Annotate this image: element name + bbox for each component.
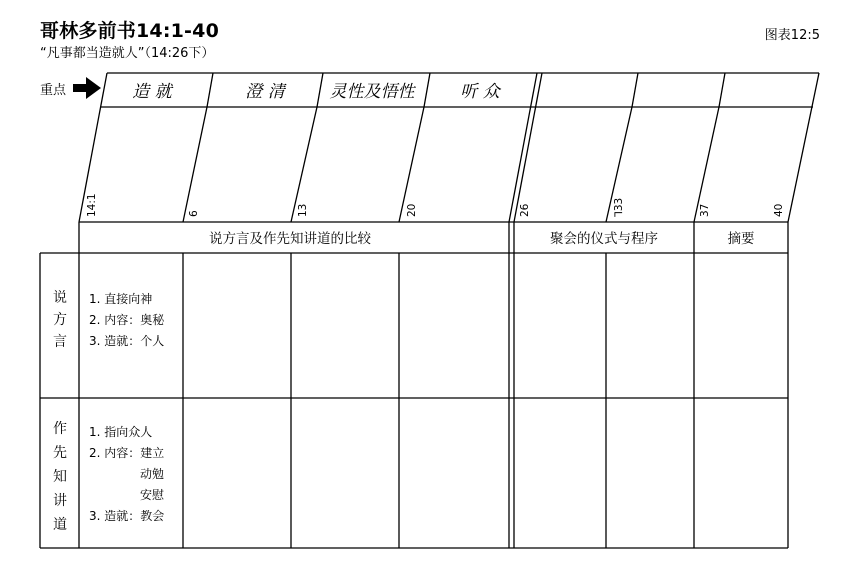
row-point: 2. 内容：建立 [89, 446, 165, 460]
heading-divider [632, 73, 638, 107]
heading-divider [317, 73, 323, 107]
right-arrow-icon [73, 77, 101, 99]
section-header-summary: 摘要 [727, 231, 755, 247]
row-label-char: 讲 [53, 493, 67, 509]
page-title: 哥林多前书14:1-40 [40, 20, 219, 42]
row-label-char: 道 [53, 517, 67, 533]
focus-label: 重点 [40, 83, 67, 98]
verse-ref: 26 [519, 203, 531, 217]
row-label-char: 方 [53, 312, 67, 328]
verse-ref: 20 [406, 203, 418, 217]
row-point: 动勉 [140, 467, 165, 481]
heading-2: 灵性及悟性 [329, 82, 415, 102]
row-label-char: 言 [53, 334, 67, 350]
heading-divider [207, 73, 213, 107]
page-subtitle: “凡事都当造就人”（14:26下） [40, 46, 215, 61]
heading-0: 造 就 [132, 82, 172, 102]
verse-ref: 37 [699, 203, 711, 217]
verse-ref: ⅂33 [613, 197, 625, 217]
row-label-char: 作 [53, 421, 67, 437]
verse-ref: 6 [188, 210, 200, 217]
section-header-order: 聚会的仪式与程序 [550, 231, 658, 247]
verse-ref: 14:1 [86, 193, 98, 217]
segment-divider [788, 73, 819, 222]
figure-label: 图表12:5 [764, 28, 820, 43]
row-point: 3. 造就：个人 [89, 334, 165, 348]
row-point: 3. 造就：教会 [89, 509, 165, 523]
segment-divider [183, 107, 207, 222]
heading-divider [719, 73, 725, 107]
row-label-char: 说 [53, 290, 67, 306]
row-point: 1. 直接向神 [89, 292, 153, 306]
heading-divider [424, 73, 430, 107]
verse-ref: 13 [297, 203, 309, 217]
segment-divider [509, 73, 537, 222]
section-header-comparison: 说方言及作先知讲道的比较 [209, 231, 371, 247]
row-point: 2. 内容：奥秘 [89, 313, 165, 327]
row-label-char: 知 [53, 469, 67, 485]
segment-divider [514, 73, 542, 222]
row-point: 安慰 [140, 488, 165, 502]
heading-1: 澄 清 [245, 82, 285, 102]
row-label-char: 先 [53, 445, 67, 461]
verse-ref: 40 [773, 203, 785, 217]
heading-3: 听 众 [460, 82, 500, 102]
row-point: 1. 指向众人 [89, 425, 153, 439]
